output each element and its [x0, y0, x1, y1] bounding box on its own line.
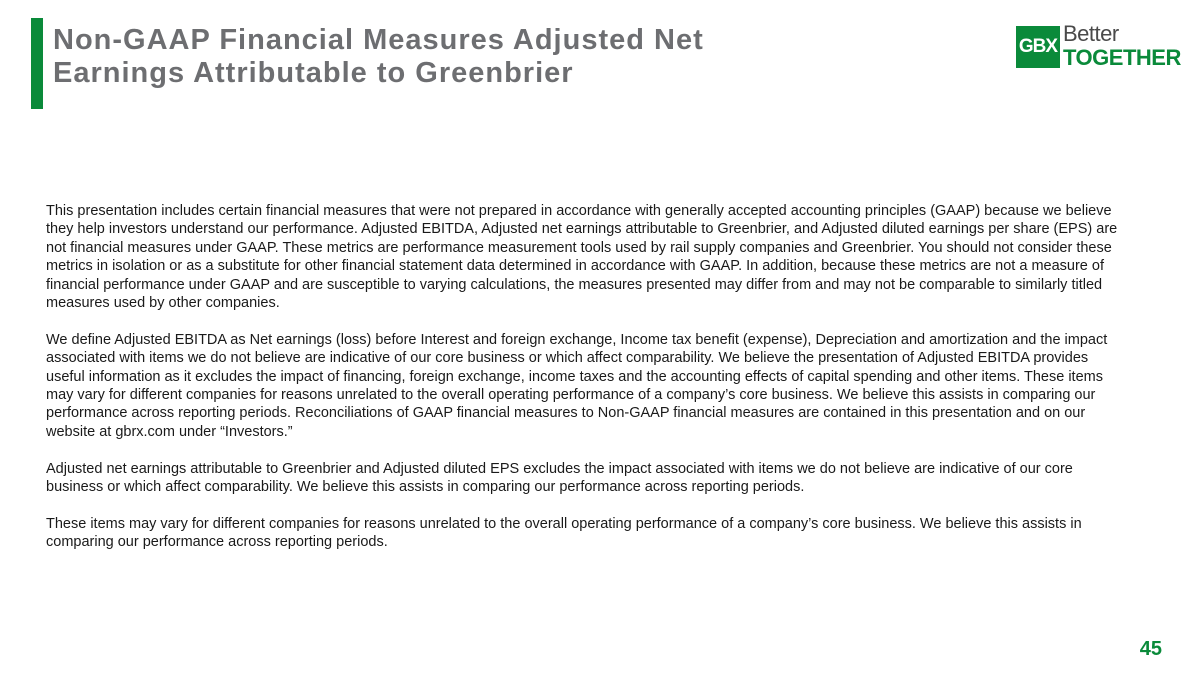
paragraph-non-gaap-overview: This presentation includes certain financial measures that were not prepared in accordance with generally accepted accounting principles (GAAP) because we believe they help investors understand our performance. Adjusted EBITDA, Adjusted net earnings attributable to Greenbrier, and Adjusted diluted earnings per share (EPS) are not financial measures under GAAP. These metrics are performance measurement tools used by rail supply companies and Greenbrier. You should not consider these metrics in isolation or as a substitute for other financial statement data determined in accordance with GAAP. In addition, because these metrics are not a measure of financial performance under GAAP and are susceptible to varying calculations, the measures presented may differ from and may not be comparable to similarly titled measures used by other companies. — [46, 203, 1118, 312]
page-title-line-1: Non-GAAP Financial Measures Adjusted Net — [53, 24, 704, 56]
page-number: 45 — [1139, 638, 1162, 660]
paragraph-comparability-note: These items may vary for different companies for reasons unrelated to the overall operating performance of a company’s core business. We believe this assists in comparing our performance across reporting periods. — [46, 515, 1082, 551]
logo-tagline-together: TOGETHER — [1063, 45, 1181, 70]
paragraph-adjusted-ebitda-definition: We define Adjusted EBITDA as Net earnings (loss) before Interest and foreign exchange, Income tax benefit (expense), Depreciation and amortization and the impact associated with items we do not believe are indicative of our core business or which affect comparability. We believe the presentation of Adjusted EBITDA provides useful information as it excludes the impact of financing, foreign exchange, income taxes and the accounting effects of capital spending and other items. These items may vary for different companies for reasons unrelated to the overall operating performance of a company’s core business. We believe this assists in comparing our performance across reporting periods. Reconciliations of GAAP financial measures to Non-GAAP financial measures are contained in this presentation and on our website at gbrx.com under “Investors.” — [46, 331, 1108, 440]
paragraph-adjusted-net-earnings: Adjusted net earnings attributable to Greenbrier and Adjusted diluted EPS excludes the impact associated with items we do not believe are indicative of our core business or which affect comparability. We believe this assists in comparing our performance across reporting periods. — [46, 460, 1073, 496]
logo-tagline-better: Better — [1063, 21, 1119, 46]
page-title — [53, 24, 813, 90]
page-title-line-2: Earnings Attributable to Greenbrier — [53, 57, 574, 89]
disclosure-body — [46, 202, 1126, 570]
gbx-better-together-logo — [1016, 22, 1181, 72]
title-accent-bar — [31, 18, 43, 109]
gbx-logo-mark: GBX — [1016, 26, 1060, 68]
